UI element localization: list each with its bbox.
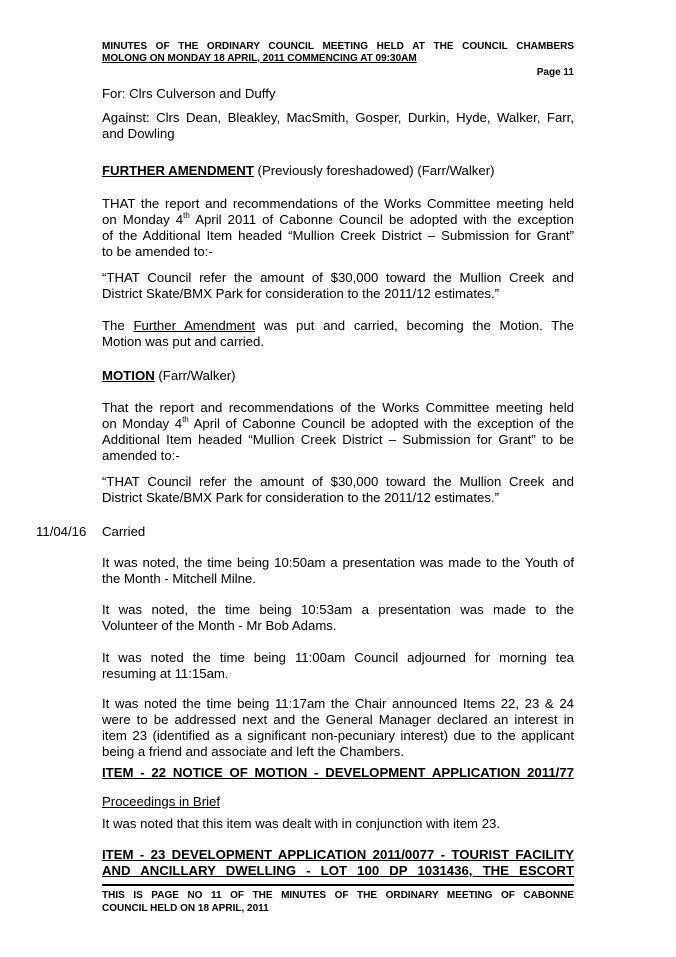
page-number: Page 11 <box>536 67 574 78</box>
note-youth-of-month: It was noted, the time being 10:50am a presentation was made to the Youth of the Month - Mitchell Milne. <box>102 555 574 586</box>
motion-quote: “THAT Council refer the amount of $30,000 toward the Mullion Creek and District Skate/BMX Park for consideration to the 2011/12 estimates.” <box>102 474 574 505</box>
header-line-1: MINUTES OF THE ORDINARY COUNCIL MEETING HELD AT THE COUNCIL CHAMBERS <box>102 41 574 52</box>
document-footer: THIS IS PAGE NO 11 OF THE MINUTES OF THE ORDINARY MEETING OF CABONNE COUNCIL HELD ON 18 APRIL, 2011 <box>102 890 574 914</box>
note-adjournment: It was noted the time being 11:00am Council adjourned for morning tea resuming at 11:15am. <box>102 650 574 681</box>
vote-against: Against: Clrs Dean, Bleakley, MacSmith, Gosper, Durkin, Hyde, Walker, Farr, and Dowling <box>102 110 574 141</box>
item-22-text: It was noted that this item was dealt with in conjunction with item 23. <box>102 816 501 831</box>
item-22-subheading: Proceedings in Brief <box>102 794 221 809</box>
further-amendment-quote: “THAT Council refer the amount of $30,000 toward the Mullion Creek and District Skate/BMX Park for consideration to the 2011/12 estimates.” <box>102 270 574 301</box>
item-23-heading: ITEM - 23 DEVELOPMENT APPLICATION 2011/0077 - TOURIST FACILITY AND ANCILLARY DWELLING - LOT 100 DP 1031436, THE ESCORT <box>102 847 574 878</box>
note-interest-declaration: It was noted the time being 11:17am the Chair announced Items 22, 23 & 24 were to be addressed next and the General Manager declared an interest in item 23 (identified as a significant non-pecuniary interest) due to the applicant being a friend and associate and left the Chambers. <box>102 696 574 759</box>
item-22-heading: ITEM - 22 NOTICE OF MOTION - DEVELOPMENT APPLICATION 2011/77 <box>102 765 574 780</box>
further-amendment-result: The Further Amendment was put and carried, becoming the Motion. The Motion was put and carried. <box>102 318 574 349</box>
resolution-number: 11/04/16 <box>36 524 87 539</box>
document-header <box>102 41 574 65</box>
footer-divider <box>102 884 574 886</box>
vote-for: For: Clrs Culverson and Duffy <box>102 86 276 101</box>
motion-heading: MOTION (Farr/Walker) <box>102 368 236 383</box>
header-line-2: MOLONG ON MONDAY 18 APRIL, 2011 COMMENCING AT 09:30AM <box>102 53 417 64</box>
resolution-result: Carried <box>102 524 146 539</box>
motion-paragraph: That the report and recommendations of the Works Committee meeting held on Monday 4th April of Cabonne Council be adopted with the exception of the Additional Item headed “Mullion Creek District – Submission for Grant” to be amended to:- <box>102 400 575 463</box>
note-volunteer-of-month: It was noted, the time being 10:53am a presentation was made to the Volunteer of the Month - Mr Bob Adams. <box>102 602 574 633</box>
further-amendment-paragraph: THAT the report and recommendations of the Works Committee meeting held on Monday 4th April 2011 of Cabonne Council be adopted with the exception of the Additional Item headed “Mullion Creek District – Submission for Grant” to be amended to:- <box>102 196 574 259</box>
further-amendment-heading: FURTHER AMENDMENT (Previously foreshadowed) (Farr/Walker) <box>102 163 495 178</box>
